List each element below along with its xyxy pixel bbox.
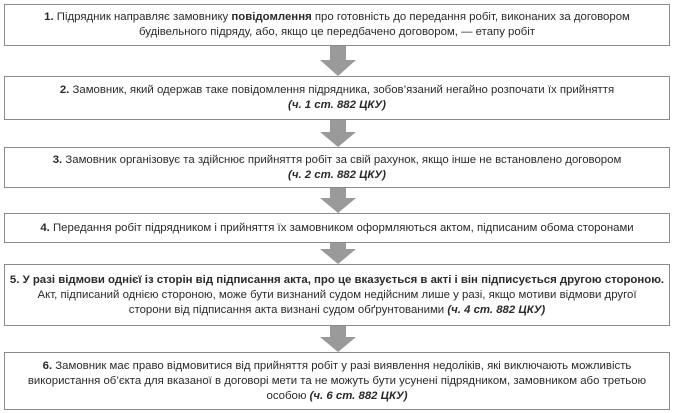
step-5-line-3 bbox=[129, 303, 545, 318]
step-1-line-2: будівельного підряду, або, якщо це передбачено договором, — етапу робіт bbox=[138, 26, 535, 38]
step-3-line-1 bbox=[53, 153, 622, 168]
step-1-line-1 bbox=[44, 10, 630, 25]
step-4-box bbox=[4, 213, 670, 243]
step-2-number: 2. bbox=[59, 84, 70, 96]
step-2-reference: (ч. 1 ст. 882 ЦКУ) bbox=[288, 99, 386, 111]
step-1-text-a: Підрядник направляє замовнику bbox=[56, 11, 229, 23]
arrow-5-to-6 bbox=[320, 326, 356, 352]
step-5-reference: (ч. 4 ст. 882 ЦКУ) bbox=[447, 303, 546, 316]
step-5-bold-text: У разі відмови однієї із сторін від підписання акта, про це вказується в акті і він підписується другою стороною. bbox=[22, 273, 665, 286]
arrow-4-to-5 bbox=[320, 243, 356, 264]
step-6-line-1 bbox=[43, 359, 632, 374]
step-1-keyword: повідомлення bbox=[231, 11, 312, 23]
step-4-text: Передання робіт підрядником і прийняття їх замовником оформляються актом, підписаним обома сторонами bbox=[53, 221, 634, 234]
step-3-text: Замовник організовує та здійснює прийняття робіт за свій рахунок, якщо інше не встановлено договором bbox=[65, 153, 622, 166]
arrow-2-to-3 bbox=[320, 120, 356, 147]
step-6-text-1: Замовник має право відмовитися від прийняття робіт у разі виявлення недоліків, які виключають можливість bbox=[55, 359, 632, 372]
step-6-text-3: особою bbox=[266, 389, 307, 402]
step-5-number: 5. bbox=[9, 273, 20, 286]
step-3-box bbox=[4, 147, 670, 188]
arrow-1-to-2 bbox=[320, 45, 356, 76]
step-5-line-1 bbox=[10, 273, 664, 288]
step-6-line-2: використання об’єкта для вказаної в договорі мети та не можуть бути усунені підрядником, замовником або третьою bbox=[27, 374, 647, 387]
step-6-reference: (ч. 6 ст. 882 ЦКУ) bbox=[309, 389, 408, 402]
step-2-box bbox=[4, 76, 670, 120]
step-5-box bbox=[4, 264, 670, 326]
step-4-line-1 bbox=[40, 221, 633, 236]
step-6-number: 6. bbox=[42, 359, 53, 372]
step-5-line-2: Акт, підписаний однією стороною, може бути визнаний судом недійсним лише у разі, якщо мотиви відмови другої bbox=[37, 288, 637, 301]
step-4-number: 4. bbox=[40, 221, 50, 234]
step-2-text: Замовник, який одержав таке повідомлення підрядника, зобов’язаний негайно розпочати їх прийняття bbox=[72, 84, 615, 96]
step-3-reference: (ч. 2 ст. 882 ЦКУ) bbox=[288, 168, 386, 181]
arrow-3-to-4 bbox=[320, 188, 356, 213]
step-6-box bbox=[4, 352, 670, 410]
step-2-line-1 bbox=[60, 83, 614, 98]
step-1-number: 1. bbox=[44, 11, 54, 23]
step-1-box bbox=[4, 4, 670, 46]
step-5-text-3: сторони від підписання акта визнані судом обґрунтованими bbox=[128, 303, 445, 316]
step-1-text-b: про готовність до передання робіт, виконаних за договором bbox=[314, 11, 630, 23]
step-6-line-3 bbox=[267, 389, 408, 404]
step-3-number: 3. bbox=[52, 153, 63, 166]
